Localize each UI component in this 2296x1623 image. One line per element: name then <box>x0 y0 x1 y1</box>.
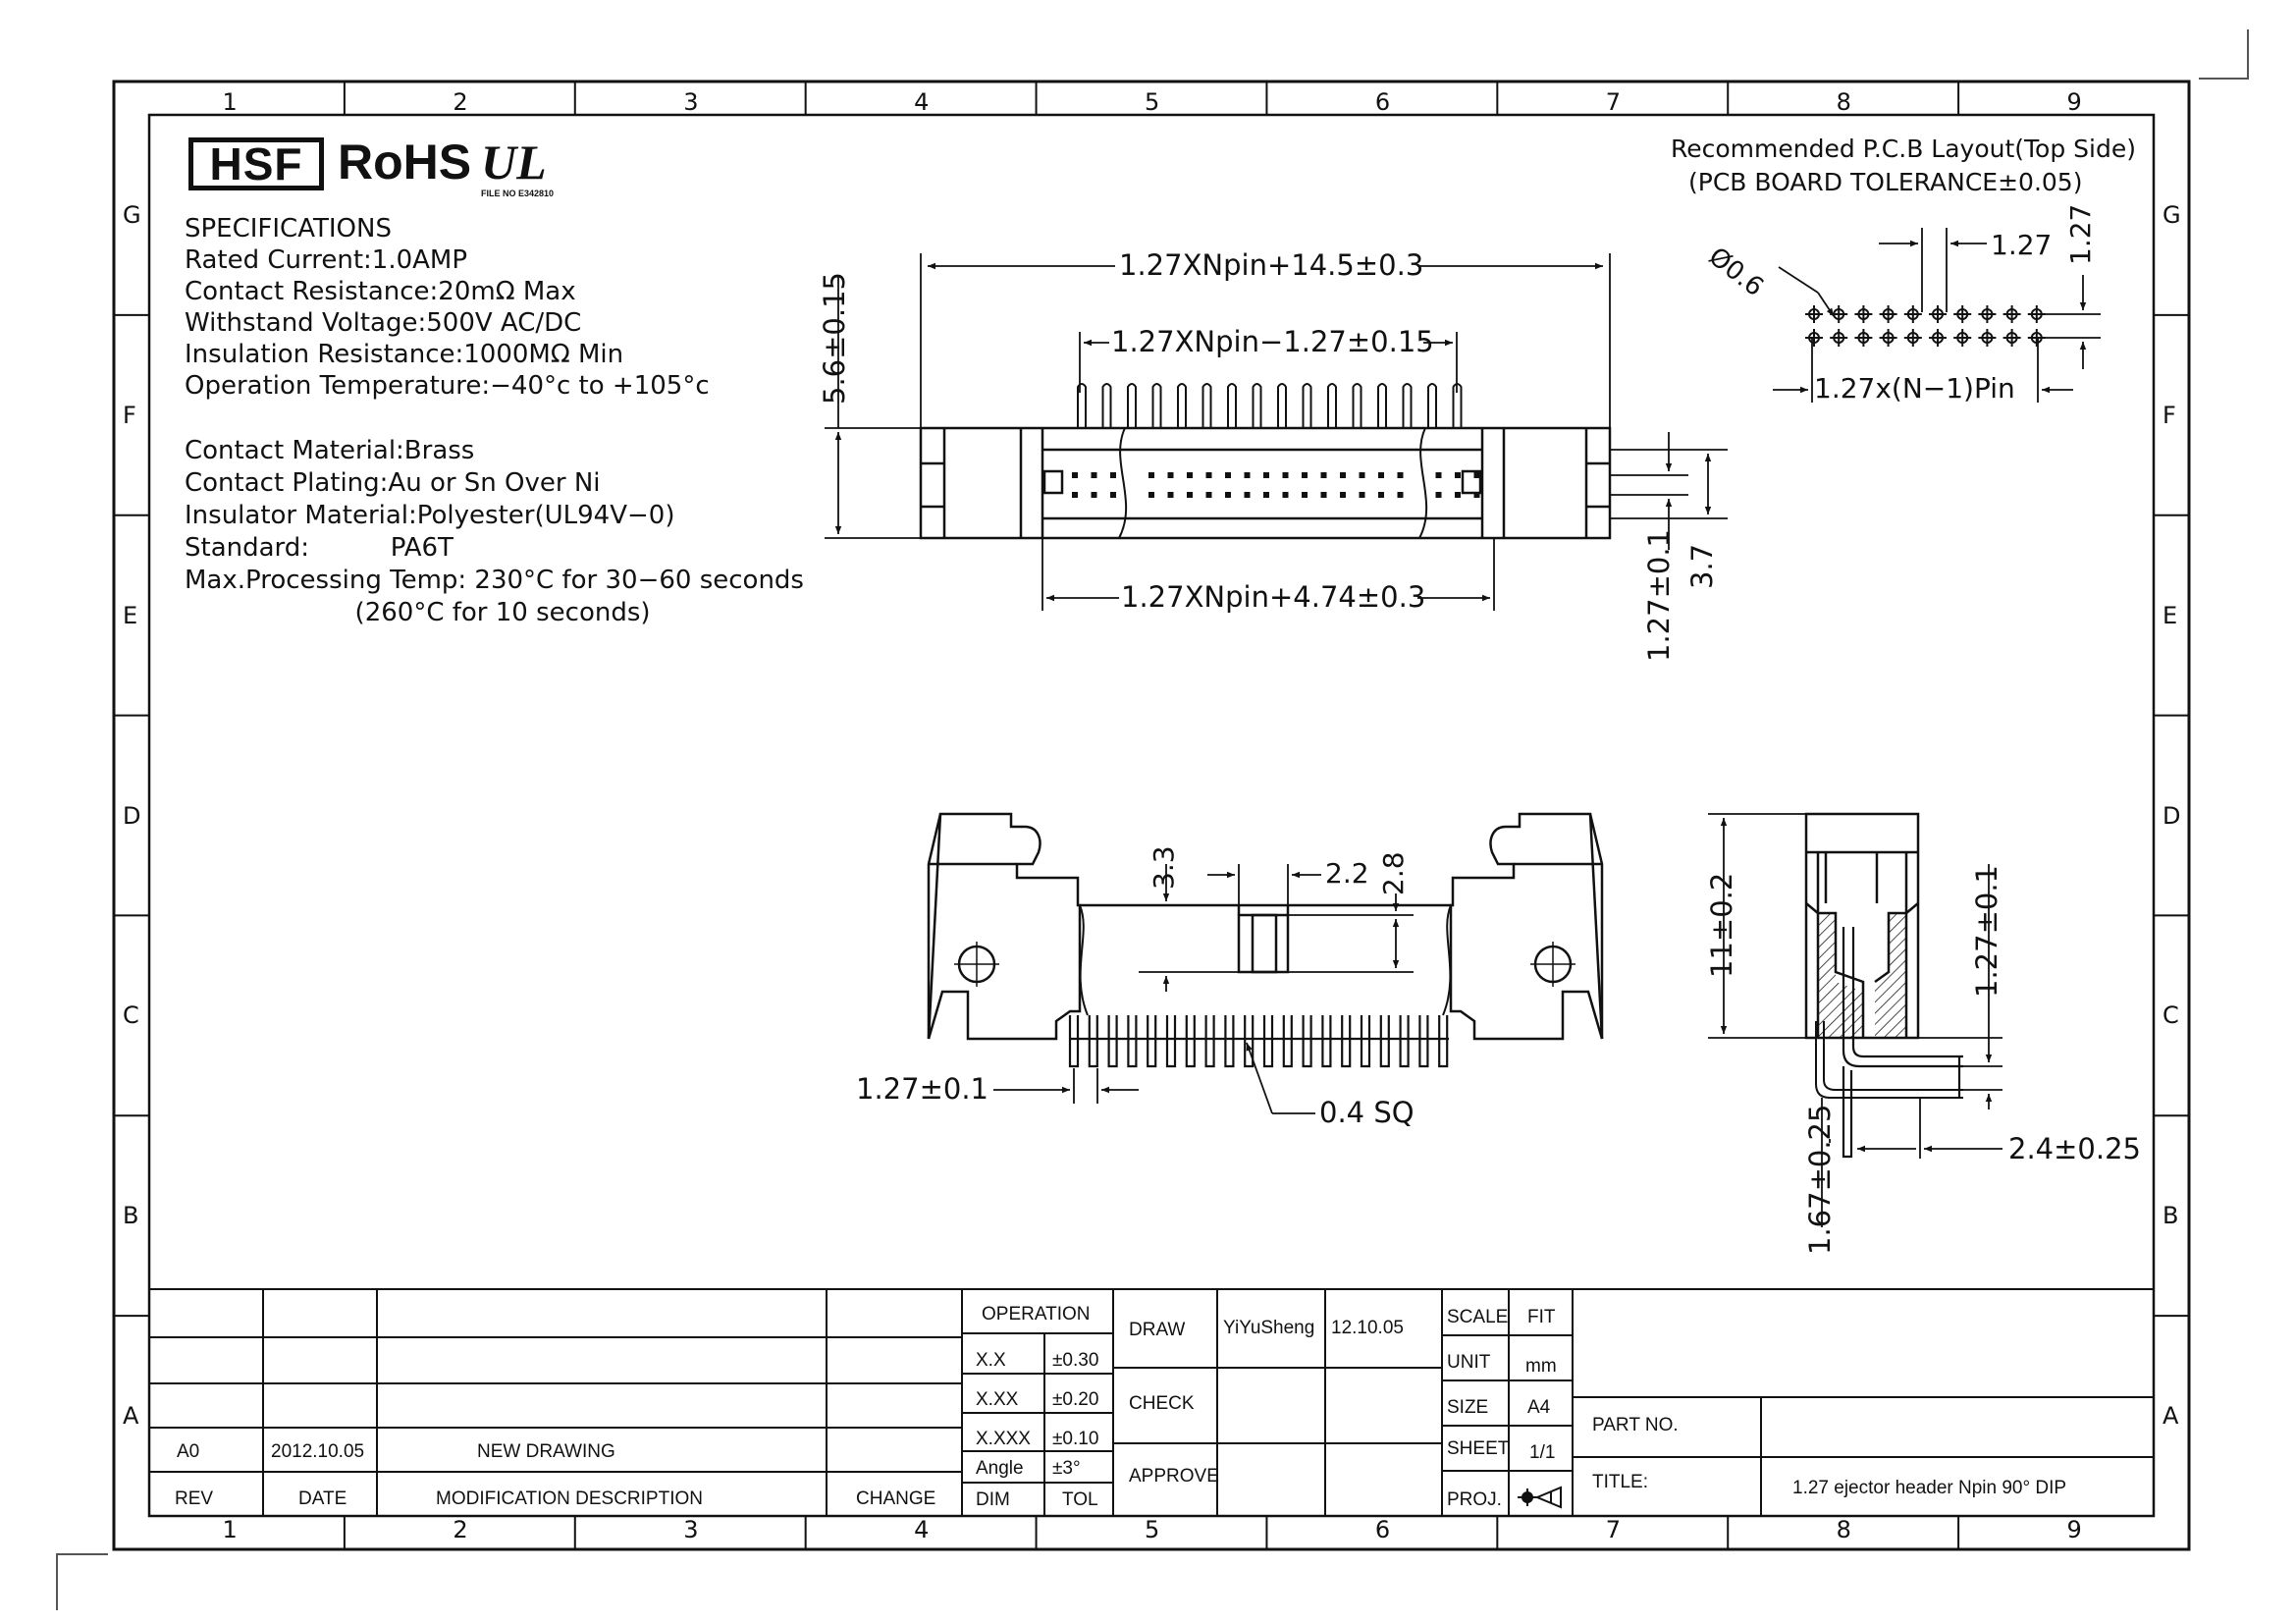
front-view-pins <box>1070 1015 1449 1066</box>
top-pin <box>1354 384 1362 428</box>
zone-column-3-bottom: 3 <box>683 1516 699 1543</box>
zone-column-8-bottom: 8 <box>1836 1516 1851 1543</box>
zone-column-9-top: 9 <box>2066 88 2082 116</box>
rev-value: A0 <box>177 1441 200 1462</box>
spec-heading: SPECIFICATIONS <box>185 214 392 243</box>
op-row-tol: ±3° <box>1052 1458 1081 1479</box>
contact-dot <box>1206 472 1212 478</box>
contact-dot <box>1474 492 1480 498</box>
front-pin <box>1187 1015 1195 1066</box>
dim-side-row-pitch: 1.27±0.1 <box>1970 865 2003 998</box>
contact-dot <box>1225 492 1231 498</box>
sheet-label: SHEET <box>1447 1438 1510 1459</box>
contact-dot <box>1283 492 1289 498</box>
top-pin <box>1228 384 1236 428</box>
pcb-layout-title: Recommended P.C.B Layout(Top Side) <box>1671 135 2136 163</box>
zone-row-C-right: C <box>2163 1001 2179 1030</box>
top-view-pins <box>1078 384 1462 428</box>
zone-row-E-left: E <box>123 601 138 629</box>
dim-key-width: 2.2 <box>1325 857 1369 890</box>
dim-overall-length: 1.27XNpin+14.5±0.3 <box>1119 248 1424 282</box>
pcb-span: 1.27x(N−1)Pin <box>1814 372 2015 405</box>
top-pin <box>1304 384 1311 428</box>
zone-row-F-left: F <box>123 401 136 429</box>
front-pin <box>1439 1015 1447 1066</box>
sheet-value: 1/1 <box>1529 1442 1556 1463</box>
top-pin <box>1428 384 1436 428</box>
projection-symbol-icon <box>1518 1488 1561 1507</box>
front-pin <box>1322 1015 1330 1066</box>
side-view-hatch-right <box>1875 913 1906 1038</box>
op-row-label: X.XX <box>976 1389 1019 1410</box>
draw-label: DRAW <box>1129 1320 1186 1340</box>
pcb-holes <box>1805 305 2046 347</box>
contact-dot <box>1436 472 1442 478</box>
contact-dot <box>1168 492 1174 498</box>
op-row-tol: ±0.10 <box>1052 1429 1099 1449</box>
contact-dot <box>1340 492 1346 498</box>
dim-key-depth: 2.8 <box>1377 851 1410 895</box>
contact-dot <box>1455 492 1461 498</box>
material-line: Contact Material:Brass <box>185 436 475 465</box>
spec-line: Contact Resistance:20mΩ Max <box>185 277 576 306</box>
rev-date: 2012.10.05 <box>271 1441 365 1462</box>
dim-pin-pitch: 1.27±0.1 <box>856 1072 988 1106</box>
contact-dot <box>1378 492 1384 498</box>
contact-dot <box>1378 472 1384 478</box>
op-dim: DIM <box>976 1489 1010 1510</box>
op-row-label: X.X <box>976 1350 1006 1371</box>
header-change: CHANGE <box>856 1488 936 1509</box>
top-pin <box>1254 384 1261 428</box>
front-pin <box>1362 1015 1369 1066</box>
material-line: Max.Processing Temp: 230°C for 30−60 seconds <box>185 566 804 595</box>
zone-column-5-bottom: 5 <box>1145 1516 1160 1543</box>
zone-row-E-right: E <box>2163 601 2178 629</box>
contact-dot <box>1206 492 1212 498</box>
contact-dot <box>1321 472 1327 478</box>
top-pin <box>1203 384 1211 428</box>
size-label: SIZE <box>1447 1397 1489 1418</box>
draw-name: YiYuSheng <box>1223 1318 1315 1338</box>
zone-column-7-top: 7 <box>1605 88 1622 116</box>
contact-dot <box>1072 472 1078 478</box>
side-view-hatch-left <box>1818 913 1863 1038</box>
material-line: (260°C for 10 seconds) <box>185 598 651 627</box>
material-line: Standard: PA6T <box>185 533 454 563</box>
contact-dot <box>1263 492 1269 498</box>
top-pin <box>1378 384 1386 428</box>
top-view <box>921 428 1610 538</box>
contact-dot <box>1168 472 1174 478</box>
dim-body-depth: 3.7 <box>1685 543 1719 589</box>
spec-line: Withstand Voltage:500V AC/DC <box>185 308 582 338</box>
zone-row-A-right: A <box>2163 1402 2179 1431</box>
zone-column-2-top: 2 <box>453 88 468 116</box>
contact-dot <box>1072 492 1078 498</box>
contact-dot <box>1302 472 1308 478</box>
dim-pin-span: 1.27XNpin−1.27±0.15 <box>1111 325 1434 358</box>
front-view-dimensions <box>993 864 1414 1113</box>
front-pin <box>1148 1015 1155 1066</box>
spec-line: Operation Temperature:−40°c to +105°c <box>185 371 710 401</box>
top-pin <box>1328 384 1336 428</box>
op-row-tol: ±0.30 <box>1052 1350 1099 1371</box>
ul-logo: UL <box>481 135 547 189</box>
front-pin <box>1401 1015 1409 1066</box>
zone-row-C-left: C <box>123 1001 139 1030</box>
header-date: DATE <box>298 1488 347 1509</box>
zone-row-F-right: F <box>2163 401 2176 429</box>
front-pin <box>1381 1015 1389 1066</box>
top-pin <box>1128 384 1136 428</box>
op-row-tol: ±0.20 <box>1052 1389 1099 1410</box>
top-pin <box>1404 384 1412 428</box>
zone-column-6-bottom: 6 <box>1374 1516 1391 1543</box>
check-label: CHECK <box>1129 1393 1195 1414</box>
zone-column-3-top: 3 <box>683 88 699 116</box>
zone-column-1-bottom: 1 <box>222 1516 238 1543</box>
zone-row-G-left: G <box>123 200 141 229</box>
rohs-logo: RoHS <box>338 135 472 189</box>
front-pin <box>1167 1015 1175 1066</box>
contact-dot <box>1360 492 1365 498</box>
contact-dot <box>1398 472 1404 478</box>
top-pin <box>1278 384 1286 428</box>
front-view <box>929 814 1602 1039</box>
contact-dot <box>1225 472 1231 478</box>
zone-column-2-bottom: 2 <box>453 1516 468 1543</box>
contact-dot <box>1321 492 1327 498</box>
pcb-layout-tolerance: (PCB BOARD TOLERANCE±0.05) <box>1688 168 2083 196</box>
zone-column-4-top: 4 <box>914 88 930 116</box>
spec-line: Insulation Resistance:1000MΩ Min <box>185 340 624 369</box>
hsf-text: HSF <box>209 138 303 189</box>
op-row-label: Angle <box>976 1458 1024 1479</box>
front-pin <box>1070 1015 1078 1066</box>
front-pin <box>1128 1015 1136 1066</box>
pcb-pitch-y: 1.27 <box>2064 203 2097 265</box>
zone-column-6-top: 6 <box>1374 88 1391 116</box>
top-pin <box>1103 384 1111 428</box>
unit-label: UNIT <box>1447 1352 1491 1373</box>
zone-row-D-left: D <box>123 801 141 830</box>
front-pin <box>1264 1015 1272 1066</box>
zone-row-G-right: G <box>2163 200 2181 229</box>
zone-column-9-bottom: 9 <box>2066 1516 2082 1543</box>
contact-dot <box>1302 492 1308 498</box>
proj-label: PROJ. <box>1447 1489 1502 1510</box>
contact-dot <box>1245 472 1251 478</box>
contact-dot <box>1398 492 1404 498</box>
rev-description: NEW DRAWING <box>477 1441 615 1462</box>
top-view-dimensions <box>825 248 1728 614</box>
material-line: Contact Plating:Au or Sn Over Ni <box>185 468 601 498</box>
scale-value: FIT <box>1527 1307 1556 1327</box>
front-pin <box>1225 1015 1233 1066</box>
op-row-label: X.XXX <box>976 1429 1031 1449</box>
ul-file-number: FILE NO E342810 <box>481 189 555 198</box>
header-rev: REV <box>175 1488 214 1509</box>
top-view-contacts <box>1072 472 1480 498</box>
front-pin <box>1090 1015 1097 1066</box>
operation-heading: OPERATION <box>982 1304 1091 1325</box>
front-pin <box>1206 1015 1214 1066</box>
title-label: TITLE: <box>1592 1472 1649 1492</box>
part-no-label: PART NO. <box>1592 1415 1679 1435</box>
contact-dot <box>1110 472 1116 478</box>
scale-label: SCALE <box>1447 1307 1509 1327</box>
dim-total-height: 11±0.2 <box>1705 872 1738 978</box>
zone-column-5-top: 5 <box>1145 88 1160 116</box>
header-modification: MODIFICATION DESCRIPTION <box>436 1488 703 1509</box>
pcb-hole-diameter: Ø0.6 <box>1702 242 1769 303</box>
front-pin <box>1109 1015 1117 1066</box>
zone-row-D-right: D <box>2163 801 2181 830</box>
op-tol: TOL <box>1062 1489 1098 1510</box>
top-pin <box>1153 384 1161 428</box>
draw-date: 12.10.05 <box>1331 1318 1404 1338</box>
contact-dot <box>1148 492 1154 498</box>
dim-tail-length: 1.67±0.25 <box>1803 1104 1837 1255</box>
zone-row-B-right: B <box>2163 1202 2179 1230</box>
contact-dot <box>1110 492 1116 498</box>
front-pin <box>1284 1015 1292 1066</box>
contact-dot <box>1263 472 1269 478</box>
spec-line: Rated Current:1.0AMP <box>185 245 468 275</box>
top-pin <box>1178 384 1186 428</box>
front-pin <box>1342 1015 1350 1066</box>
unit-value: mm <box>1525 1356 1557 1377</box>
front-pin <box>1304 1015 1311 1066</box>
dim-row-pitch: 1.27±0.1 <box>1642 529 1676 662</box>
contact-dot <box>1360 472 1365 478</box>
dim-key-height: 3.3 <box>1148 845 1180 890</box>
contact-dot <box>1092 492 1097 498</box>
dim-height: 5.6±0.15 <box>818 272 851 405</box>
zone-column-7-bottom: 7 <box>1605 1516 1622 1543</box>
contact-dot <box>1340 472 1346 478</box>
zone-row-B-left: B <box>123 1202 139 1230</box>
dim-pin-size: 0.4 SQ <box>1319 1096 1415 1129</box>
size-value: A4 <box>1527 1397 1551 1418</box>
contact-dot <box>1092 472 1097 478</box>
front-pin <box>1419 1015 1427 1066</box>
contact-dot <box>1436 492 1442 498</box>
approve-label: APPROVE <box>1129 1466 1219 1487</box>
zone-column-1-top: 1 <box>222 88 238 116</box>
zone-column-8-top: 8 <box>1836 88 1851 116</box>
contact-dot <box>1245 492 1251 498</box>
dim-tail-offset: 2.4±0.25 <box>2008 1132 2141 1165</box>
title-value: 1.27 ejector header Npin 90° DIP <box>1792 1478 2067 1498</box>
material-line: Insulator Material:Polyester(UL94V−0) <box>185 501 675 530</box>
contact-dot <box>1187 472 1193 478</box>
contact-dot <box>1474 472 1480 478</box>
contact-dot <box>1283 472 1289 478</box>
contact-dot <box>1187 492 1193 498</box>
dim-inner-length: 1.27XNpin+4.74±0.3 <box>1121 580 1426 614</box>
hsf-logo <box>188 137 324 190</box>
contact-dot <box>1148 472 1154 478</box>
zone-column-4-bottom: 4 <box>914 1516 930 1543</box>
contact-dot <box>1455 472 1461 478</box>
zone-row-A-left: A <box>123 1402 139 1431</box>
pcb-pitch-x: 1.27 <box>1991 229 2053 261</box>
